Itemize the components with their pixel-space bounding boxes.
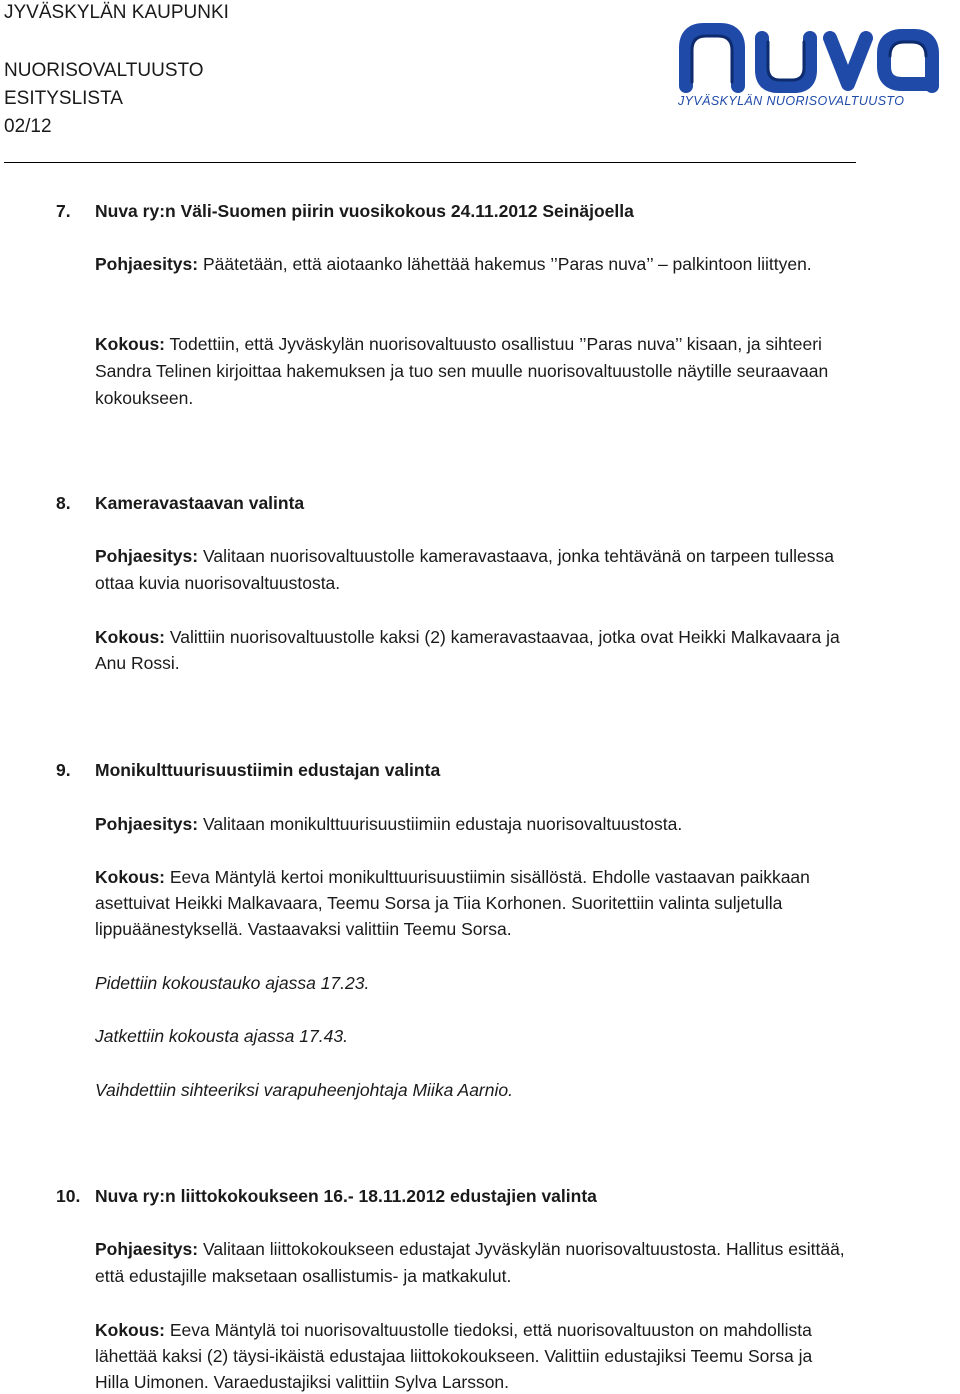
item-8-meeting <box>95 626 840 648</box>
proposal-label: Pohjaesitys: <box>95 814 199 834</box>
secretary-change-note: Vaihdettiin sihteeriksi varapuheenjohtaja Miika Aarnio. <box>95 1080 513 1100</box>
item-9-title: Monikulttuurisuustiimin edustajan valinta <box>95 760 441 780</box>
document-number: 02/12 <box>4 116 52 137</box>
item-9-proposal <box>95 813 682 835</box>
item-10-proposal <box>95 1238 845 1260</box>
meeting-label: Kokous: <box>95 1320 165 1340</box>
proposal-label: Pohjaesitys: <box>95 254 199 274</box>
item-10-title: Nuva ry:n liittokokoukseen 16.- 18.11.2012 edustajien valinta <box>95 1186 597 1206</box>
meeting-label: Kokous: <box>95 627 165 647</box>
item-8-number: 8. <box>56 493 71 513</box>
meeting-text: Eeva Mäntylä toi nuorisovaltuustolle tiedoksi, että nuorisovaltuuston on mahdollista <box>165 1320 812 1340</box>
body-name: NUORISOVALTUUSTO <box>4 60 204 81</box>
nuva-logo <box>670 8 960 128</box>
item-9-meeting-line-2: asettuivat Heikki Malkavaara, Teemu Sorsa ja Tiia Korhonen. Suoritettiin valinta suljetulla <box>95 893 783 913</box>
item-7-meeting <box>95 333 822 355</box>
item-10-meeting <box>95 1319 812 1341</box>
item-8-meeting-line-2: Anu Rossi. <box>95 653 180 673</box>
logo-subtitle: JYVÄSKYLÄN NUORISOVALTUUSTO <box>678 94 905 108</box>
item-9-number: 9. <box>56 760 71 780</box>
item-10-meeting-line-3: Hilla Uimonen. Varaedustajiksi valittiin Sylva Larsson. <box>95 1372 510 1392</box>
resume-note: Jatkettiin kokousta ajassa 17.43. <box>95 1026 348 1046</box>
org-name: JYVÄSKYLÄN KAUPUNKI <box>4 2 229 23</box>
item-8-title: Kameravastaavan valinta <box>95 493 305 513</box>
proposal-text: Päätetään, että aiotaanko lähettää hakemus ’’Paras nuva’’ – palkintoon liittyen. <box>198 254 812 274</box>
proposal-label: Pohjaesitys: <box>95 546 199 566</box>
meeting-text: Valittiin nuorisovaltuustolle kaksi (2) kameravastaavaa, jotka ovat Heikki Malkavaara ja <box>165 627 840 647</box>
item-9-meeting-line-3: lippuäänestyksellä. Vastaavaksi valittiin Teemu Sorsa. <box>95 919 512 939</box>
header-divider <box>4 162 856 163</box>
meeting-label: Kokous: <box>95 334 165 354</box>
item-8-proposal-line-2: ottaa kuvia nuorisovaltuustosta. <box>95 573 341 593</box>
item-10-meeting-line-2: lähettää kaksi (2) täysi-ikäistä edustajaa liittokokoukseen. Valittiin edustajiksi Teemu Sorsa ja <box>95 1346 813 1366</box>
proposal-label: Pohjaesitys: <box>95 1239 199 1259</box>
item-7-proposal <box>95 253 812 275</box>
item-7-title: Nuva ry:n Väli-Suomen piirin vuosikokous 24.11.2012 Seinäjoella <box>95 201 634 221</box>
item-9-meeting <box>95 866 810 888</box>
meeting-text: Eeva Mäntylä kertoi monikulttuurisuustiimin sisällöstä. Ehdolle vastaavan paikkaan <box>165 867 810 887</box>
document-type: ESITYSLISTA <box>4 88 123 109</box>
proposal-text: Valitaan monikulttuurisuustiimiin edustaja nuorisovaltuustosta. <box>198 814 683 834</box>
break-note: Pidettiin kokoustauko ajassa 17.23. <box>95 973 370 993</box>
item-7-meeting-line-3: kokoukseen. <box>95 388 194 408</box>
item-10-number: 10. <box>56 1186 81 1206</box>
item-8-proposal <box>95 545 834 567</box>
proposal-text: Valitaan nuorisovaltuustolle kameravastaava, jonka tehtävänä on tarpeen tullessa <box>198 546 835 566</box>
meeting-label: Kokous: <box>95 867 165 887</box>
proposal-text: Valitaan liittokokoukseen edustajat Jyväskylän nuorisovaltuustosta. Hallitus esittää, <box>198 1239 845 1259</box>
meeting-text: Todettiin, että Jyväskylän nuorisovaltuusto osallistuu ’’Paras nuva’’ kisaan, ja sihteeri <box>165 334 822 354</box>
item-10-proposal-line-2: että edustajille maksetaan osallistumis- ja matkakulut. <box>95 1266 512 1286</box>
item-7-meeting-line-2: Sandra Telinen kirjoittaa hakemuksen ja tuo sen muulle nuorisovaltuustolle näytille seuraavaan <box>95 361 829 381</box>
item-7-number: 7. <box>56 201 71 221</box>
